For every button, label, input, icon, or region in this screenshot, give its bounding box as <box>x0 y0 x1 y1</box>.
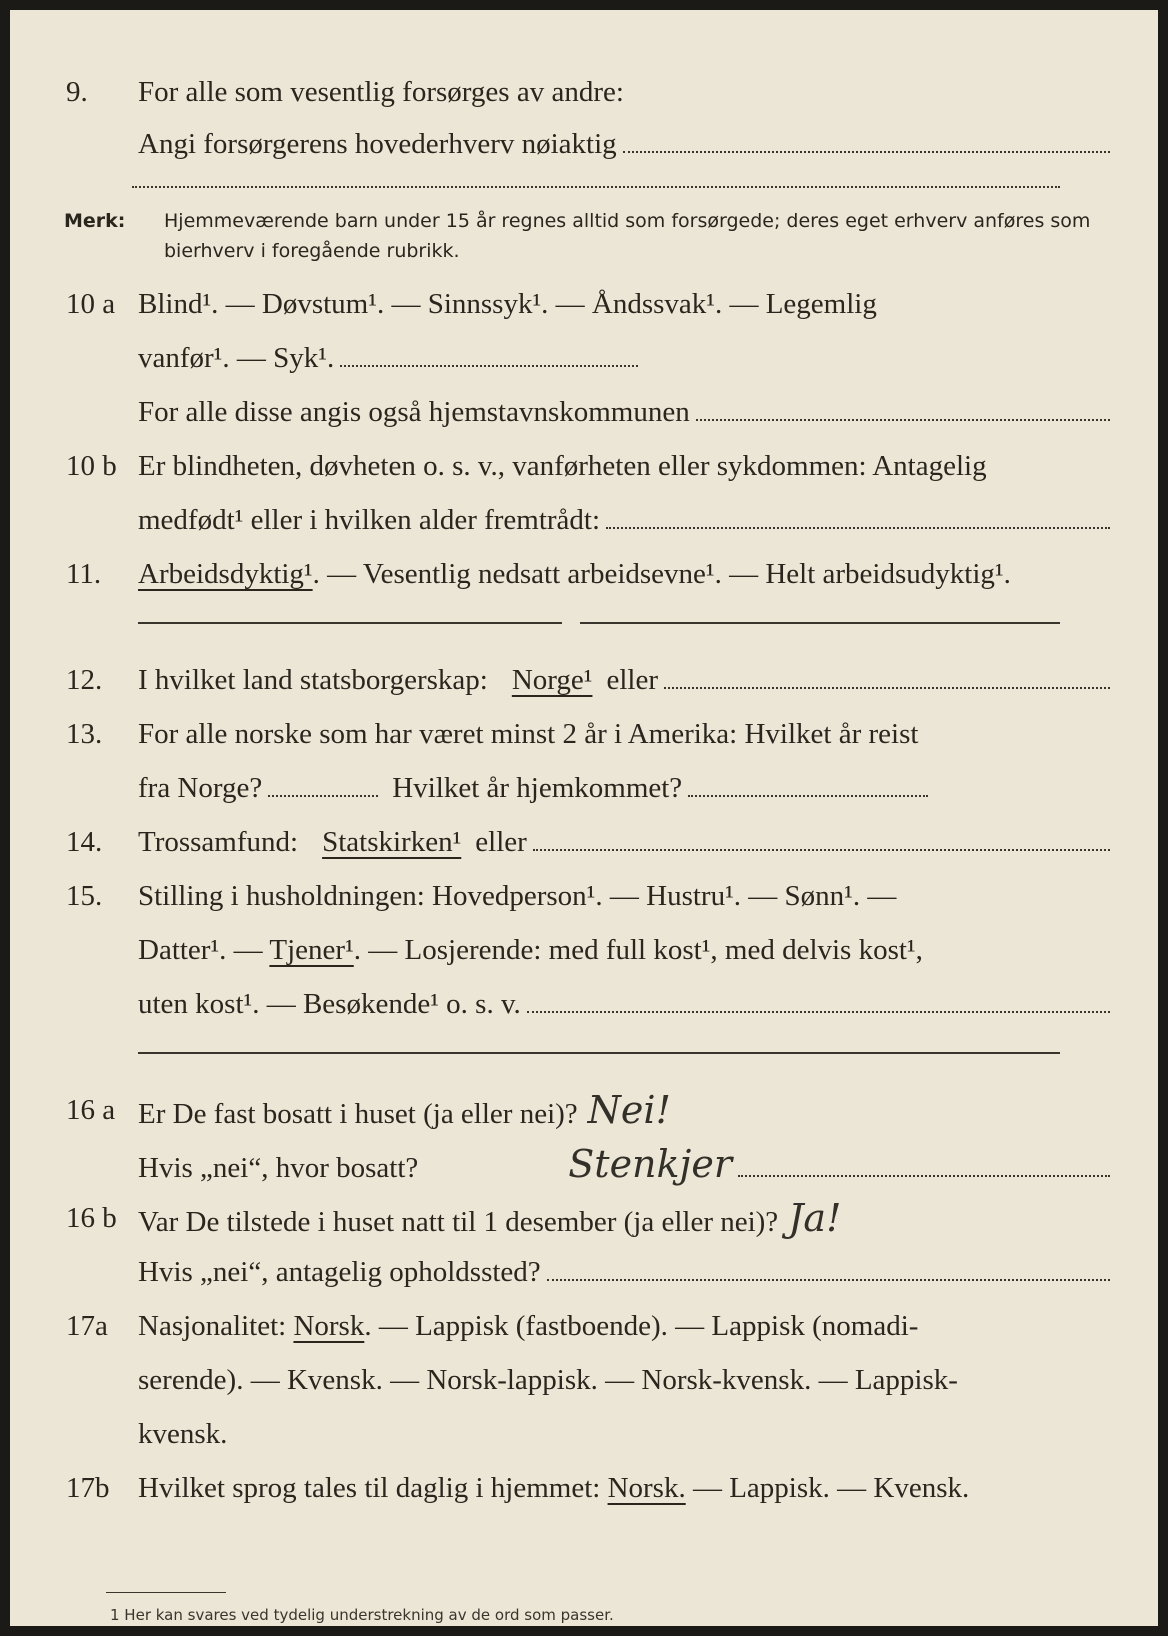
item-text: Trossamfund: <box>138 826 299 858</box>
item-number: 15. <box>66 880 103 912</box>
answer-line[interactable] <box>688 794 928 797</box>
answer-line[interactable] <box>533 848 1110 851</box>
handwritten-answer[interactable]: Nei! <box>587 1088 671 1132</box>
item-text: For alle disse angis også hjemstavnskommunen <box>138 396 690 428</box>
underlined-answer: Norge¹ <box>511 664 593 696</box>
item-text: eller <box>606 664 658 696</box>
answer-line[interactable] <box>132 186 1060 188</box>
item-text: Hvis „nei“, hvor bosatt? <box>138 1152 419 1184</box>
answer-line[interactable] <box>696 418 1110 421</box>
item-number: 13. <box>66 718 103 750</box>
item-10a <box>10 282 1158 326</box>
item-text: Var De tilstede i huset natt til 1 desember (ja eller nei)? <box>138 1206 779 1238</box>
answer-line[interactable] <box>623 150 1110 153</box>
item-15-line2 <box>10 928 1158 972</box>
item-text: Hvilket sprog tales til daglig i hjemmet: <box>138 1472 601 1504</box>
item-text: Blind¹. — Døvstum¹. — Sinnssyk¹. — Åndssvak¹. — Legemlig <box>138 288 877 320</box>
answer-line[interactable] <box>138 622 562 624</box>
item-number: 17b <box>66 1472 110 1504</box>
item-text: Datter¹. — <box>138 934 263 966</box>
item-text: . — Lappisk (fastboende). — Lappisk (nomadi- <box>364 1310 919 1342</box>
item-text: Hvilket år hjemkommet? <box>392 772 683 804</box>
item-text: medfødt¹ eller i hvilken alder fremtrådt: <box>138 504 601 536</box>
answer-line[interactable] <box>606 526 1110 529</box>
item-16b <box>10 1196 1158 1240</box>
answer-line[interactable] <box>527 1010 1110 1013</box>
item-text: Er De fast bosatt i huset (ja eller nei)? <box>138 1098 578 1130</box>
item-text: For alle som vesentlig forsørges av andre: <box>138 76 624 108</box>
item-text: serende). — Kvensk. — Norsk-lappisk. — Norsk-kvensk. — Lappisk- <box>138 1364 958 1396</box>
census-form-page <box>10 10 1158 1626</box>
item-text: Stilling i husholdningen: Hovedperson¹. — Hustru¹. — Sønn¹. — <box>138 880 897 912</box>
item-17a-line3 <box>10 1412 1158 1456</box>
footnote: 1 Her kan svares ved tydelig understrekning av de ord som passer. <box>110 1606 614 1624</box>
item-text: fra Norge? <box>138 772 263 804</box>
item-14 <box>10 820 1158 864</box>
item-text: . — Vesentlig nedsatt arbeidsevne¹. — Helt arbeidsudyktig¹. <box>312 558 1011 590</box>
item-10a-line2 <box>10 336 1158 380</box>
item-11 <box>10 552 1158 596</box>
item-number: 9. <box>66 76 88 108</box>
answer-line[interactable] <box>340 364 638 367</box>
item-number: 10 b <box>66 450 117 482</box>
item-9-line2 <box>10 122 1158 166</box>
handwritten-answer[interactable]: Ja! <box>788 1196 842 1240</box>
answer-line[interactable] <box>664 686 1110 689</box>
item-text: Angi forsørgerens hovederhverv nøiaktig <box>138 128 617 160</box>
underlined-answer: Arbeidsdyktig¹ <box>138 558 313 590</box>
item-number: 11. <box>66 558 102 590</box>
item-text: For alle norske som har været minst 2 år i Amerika: Hvilket år reist <box>138 718 919 750</box>
item-text: . — Losjerende: med full kost¹, med delvis kost¹, <box>353 934 923 966</box>
item-text: — Lappisk. — Kvensk. <box>692 1472 970 1504</box>
item-text: Er blindheten, døvheten o. s. v., vanførheten eller sykdommen: Antagelig <box>138 450 987 482</box>
item-10b-line2 <box>10 498 1158 542</box>
item-9 <box>10 70 1158 114</box>
item-number: 17a <box>66 1310 108 1342</box>
item-text: uten kost¹. — Besøkende¹ o. s. v. <box>138 988 521 1020</box>
answer-line[interactable] <box>580 622 1060 624</box>
item-15 <box>10 874 1158 918</box>
note-label: Merk: <box>64 210 126 232</box>
item-10a-line3 <box>10 390 1158 434</box>
answer-line[interactable] <box>138 1052 1060 1054</box>
underlined-answer: Tjener¹ <box>269 934 354 966</box>
item-text: Nasjonalitet: <box>138 1310 287 1342</box>
item-10b <box>10 444 1158 488</box>
item-17a-line2 <box>10 1358 1158 1402</box>
item-text: vanfør¹. — Syk¹. <box>138 342 335 374</box>
item-text: kvensk. <box>138 1418 228 1450</box>
item-16a <box>10 1088 1158 1132</box>
item-number: 16 b <box>66 1202 117 1234</box>
item-17a <box>10 1304 1158 1348</box>
item-13-line2 <box>10 766 1158 810</box>
item-number: 14. <box>66 826 103 858</box>
item-text: I hvilket land statsborgerskap: <box>138 664 488 696</box>
item-number: 12. <box>66 664 103 696</box>
underlined-answer: Norsk <box>293 1310 365 1342</box>
item-17b <box>10 1466 1158 1510</box>
note-text: Hjemmeværende barn under 15 år regnes alltid som forsørgede; deres eget erhverv anføres som bierhverv i foregående rubrikk. <box>164 210 1091 262</box>
item-12 <box>10 658 1158 702</box>
item-16b-line2 <box>10 1250 1158 1294</box>
item-13 <box>10 712 1158 756</box>
item-text: Hvis „nei“, antagelig opholdssted? <box>138 1256 541 1288</box>
footnote-divider <box>106 1592 226 1593</box>
underlined-answer: Norsk. <box>607 1472 686 1504</box>
item-16a-line2 <box>10 1142 1158 1186</box>
answer-line[interactable] <box>547 1278 1110 1281</box>
item-number: 16 a <box>66 1094 116 1126</box>
item-number: 10 a <box>66 288 116 320</box>
answer-line[interactable] <box>268 794 378 797</box>
item-text: eller <box>475 826 527 858</box>
answer-line[interactable] <box>738 1174 1110 1177</box>
underlined-answer: Statskirken¹ <box>322 826 462 858</box>
item-15-line3 <box>10 982 1158 1026</box>
handwritten-answer[interactable]: Stenkjer <box>568 1142 732 1186</box>
